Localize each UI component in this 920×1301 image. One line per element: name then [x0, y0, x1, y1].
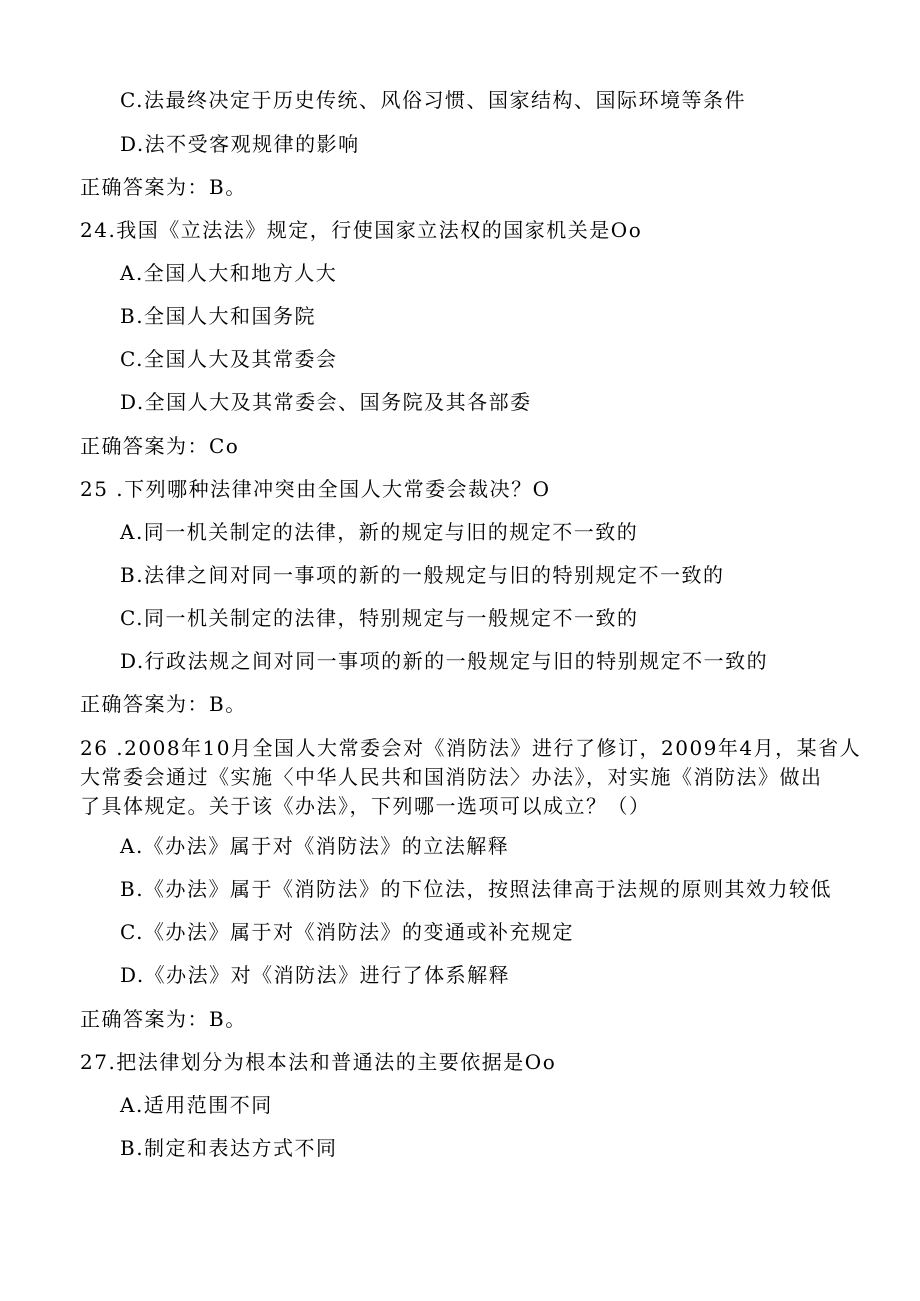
option-c: C.全国人大及其常委会 [120, 347, 338, 371]
question-26-line-3: 了具体规定。关于该《办法》，下列哪一选项可以成立？（） [80, 794, 651, 818]
question-25: 25 .下列哪种法律冲突由全国人大常委会裁决？O [80, 477, 551, 501]
option-d: D.《办法》对《消防法》进行了体系解释 [120, 963, 511, 987]
option-d: D.行政法规之间对同一事项的新的一般规定与旧的特别规定不一致的 [120, 649, 769, 673]
answer-line: 正确答案为：B。 [80, 692, 247, 716]
question-24: 24.我国《立法法》规定，行使国家立法权的国家机关是Oo [80, 218, 643, 242]
question-26-line-2: 大常委会通过《实施〈中华人民共和国消防法〉办法》，对实施《消防法》做出 [80, 765, 823, 789]
option-d: D.法不受客观规律的影响 [120, 132, 360, 156]
question-27: 27.把法律划分为根本法和普通法的主要依据是Oo [80, 1050, 557, 1074]
answer-line: 正确答案为：Co [80, 434, 240, 458]
option-b: B.法律之间对同一事项的新的一般规定与旧的特别规定不一致的 [120, 563, 725, 587]
option-a: A.适用范围不同 [120, 1093, 273, 1117]
option-a: A.全国人大和地方人大 [120, 261, 338, 285]
option-b: B.制定和表达方式不同 [120, 1136, 338, 1160]
question-26-line-1: 26 .2008年10月全国人大常委会对《消防法》进行了修订，2009年4月，某省人 [80, 736, 862, 760]
option-c: C.同一机关制定的法律，特别规定与一般规定不一致的 [120, 606, 639, 630]
option-a: A.《办法》属于对《消防法》的立法解释 [120, 834, 510, 858]
option-d: D.全国人大及其常委会、国务院及其各部委 [120, 390, 532, 414]
option-b: B.《办法》属于《消防法》的下位法，按照法律高于法规的原则其效力较低 [120, 877, 833, 901]
option-b: B.全国人大和国务院 [120, 304, 317, 328]
option-c: C.《办法》属于对《消防法》的变通或补充规定 [120, 920, 574, 944]
option-c: C.法最终决定于历史传统、风俗习惯、国家结构、国际环境等条件 [120, 88, 746, 112]
answer-line: 正确答案为：B。 [80, 175, 247, 199]
option-a: A.同一机关制定的法律，新的规定与旧的规定不一致的 [120, 520, 639, 544]
answer-line: 正确答案为：B。 [80, 1007, 247, 1031]
